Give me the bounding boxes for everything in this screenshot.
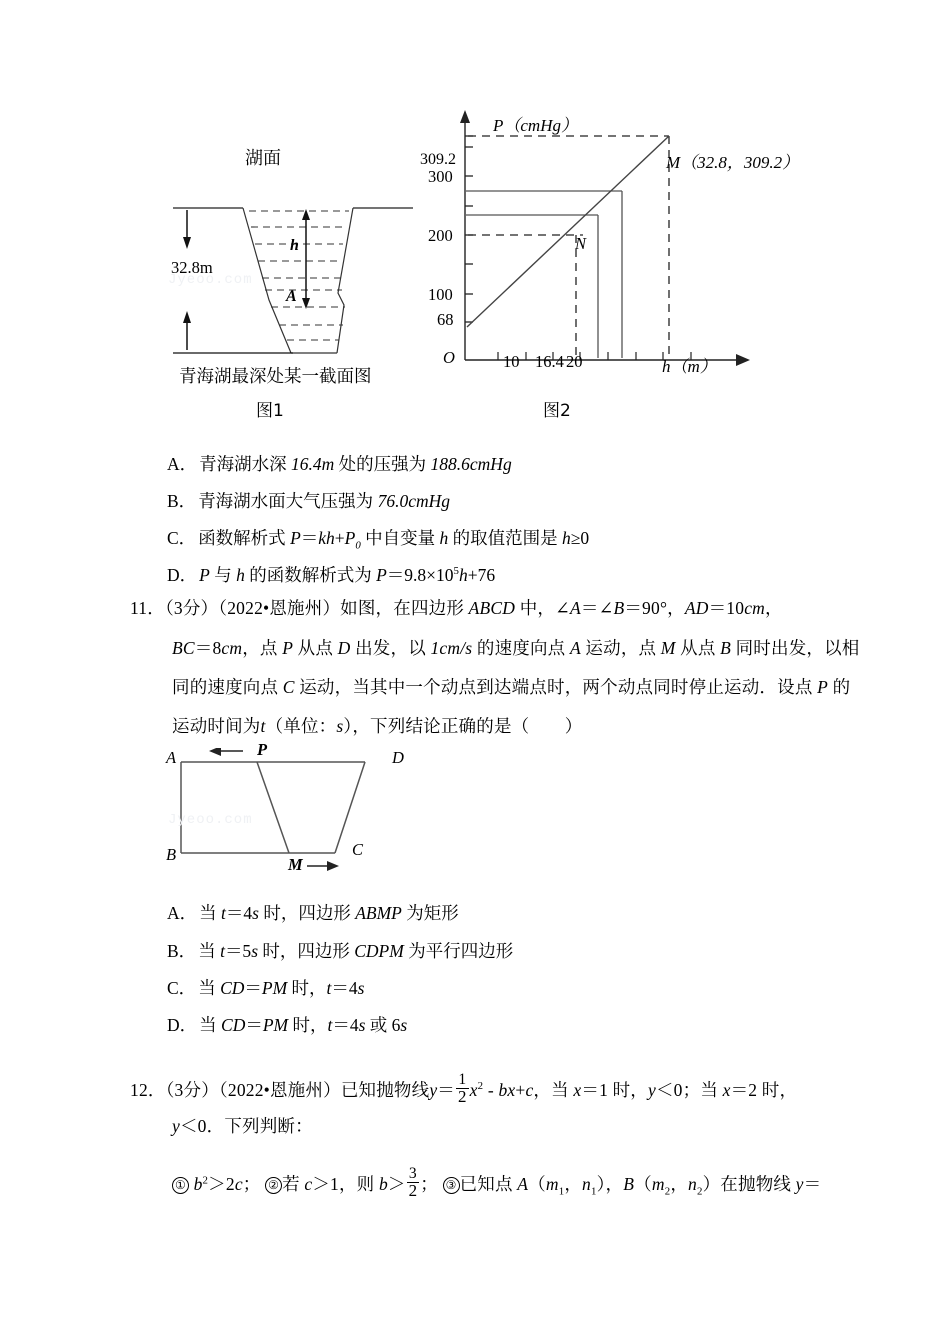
lake-surface-label: 湖面	[245, 148, 281, 169]
q11-score: （3分）	[164, 598, 219, 618]
fraction-one-half	[456, 1072, 469, 1106]
fraction-numerator: 1	[456, 1072, 469, 1089]
q10-option-b-label: B．	[167, 491, 197, 511]
q10-option-c-label: C．	[167, 528, 197, 548]
label-A-fig3: A	[166, 748, 177, 767]
item-number-3: ③	[443, 1177, 460, 1194]
item-number-1: ①	[172, 1177, 189, 1194]
q11-line1	[130, 600, 783, 618]
q11-option-d[interactable]	[167, 1012, 407, 1037]
figure1-caption: 图1	[256, 401, 284, 421]
y-axis-title: P（cmHg）	[493, 116, 578, 135]
label-M-fig3: M	[288, 855, 303, 874]
q11-line2: BC＝8cm，点 P 从点 D 出发，以 1cm/s 的速度向点 A 运动，点 M 从点 B 同时出发，以相	[172, 638, 860, 658]
y-tick-300: 300	[428, 167, 453, 186]
point-a-label-fig1: A	[286, 288, 297, 305]
figure1-title: 青海湖最深处某一截面图	[179, 367, 372, 387]
q11-option-b-text: 当 t＝5s 时，四边形 CDPM 为平行四边形	[198, 941, 514, 961]
figure2-caption: 图2	[543, 401, 571, 421]
q12-line1-body: 已知抛物线y＝ $\frac{1}{2}$ $x^2 - bx+c$，当 x＝1 时，y＜0；当 x＝2 时，	[340, 1071, 798, 1106]
x-tick-10: 10	[503, 352, 520, 371]
q11-option-b[interactable]	[167, 938, 513, 963]
q10-option-d[interactable]	[167, 562, 495, 587]
q11-line4: 运动时间为t（单位：s），下列结论正确的是（ ）	[172, 716, 583, 736]
q10-option-a-label: A．	[167, 454, 198, 474]
watermark-fig1: Jyeoo.com	[168, 272, 253, 288]
origin-label: O	[443, 348, 455, 367]
x-tick-20: 20	[566, 352, 583, 371]
x-tick-16-4: 16.4	[535, 352, 564, 371]
y-tick-200: 200	[428, 226, 453, 245]
q11-option-c[interactable]	[167, 975, 364, 1000]
q10-option-b[interactable]	[167, 488, 450, 513]
q12-line2: y＜0．下列判断：	[172, 1116, 313, 1136]
fraction-three-halves	[407, 1166, 420, 1200]
fraction2-numerator: 3	[407, 1166, 420, 1183]
y-tick-309: 309.2	[420, 151, 456, 168]
q12-line1	[130, 1072, 797, 1106]
fraction2-denominator: 2	[408, 1180, 418, 1200]
q11-line1-body: 如图，在四边形 ABCD 中，∠A＝∠B＝90°，AD＝10cm，	[340, 598, 783, 618]
q12-line3: ① $b^2>2c$； ② 若 c＞1，则 b＞ $\frac{3}{2}$ ； ③ 已知点 $A(m_1$，$n_1$），$B(m_2$，$n_2$）在抛物线 y＝	[172, 1166, 821, 1200]
q12-number: 12．	[130, 1080, 166, 1101]
q11-source: （2022•恩施州）	[218, 598, 341, 618]
q10-option-b-text: 青海湖水面大气压强为 76.0cmHg	[198, 491, 450, 511]
q11-option-a[interactable]	[167, 900, 459, 925]
q12-score: （3分）	[165, 1080, 219, 1101]
label-C-fig3: C	[352, 840, 364, 859]
q11-option-a-label: A．	[167, 903, 198, 923]
x-axis-title: h（m）	[662, 357, 717, 376]
watermark-fig3: Jyeoo.com	[168, 812, 253, 828]
figure-ph-graph	[440, 105, 770, 370]
q11-option-a-text: 当 t＝4s 时，四边形 ABMP 为矩形	[199, 903, 459, 923]
q10-option-a[interactable]	[167, 451, 512, 476]
q10-option-c[interactable]	[167, 525, 589, 552]
q10-option-c-text: 函数解析式 $P=kh+P_0$ 中自变量 h 的取值范围是 h≥0	[198, 528, 590, 552]
label-D-fig3: D	[392, 748, 404, 767]
label-P-fig3: P	[257, 740, 268, 759]
point-m-label: M（32.8，309.2）	[666, 153, 800, 172]
q10-option-d-text: P 与 h 的函数解析式为 $P=9.8\times 10^5h+76$	[199, 565, 496, 585]
y-tick-100: 100	[428, 285, 453, 304]
label-B-fig3: B	[166, 845, 177, 864]
q11-line3: 同的速度向点 C 运动，当其中一个动点到达端点时，两个动点同时停止运动．设点 P 的	[172, 677, 851, 697]
q10-option-d-label: D．	[167, 565, 198, 585]
q11-option-c-text: 当 CD＝PM 时，t＝4s	[198, 978, 365, 998]
q10-option-a-text: 青海湖水深 16.4m 处的压强为 188.6cmHg	[199, 454, 512, 474]
fraction-denominator: 2	[457, 1086, 467, 1106]
q11-number: 11．	[130, 598, 165, 618]
h-label-fig1: h	[290, 237, 299, 254]
point-n-label: N	[575, 234, 587, 253]
q11-option-b-label: B．	[167, 941, 197, 961]
item-number-2: ②	[265, 1177, 282, 1194]
y-tick-68: 68	[437, 310, 454, 329]
q11-option-d-label: D．	[167, 1015, 198, 1035]
ph-graph-svg	[440, 105, 770, 370]
q11-option-c-label: C．	[167, 978, 197, 998]
q11-option-d-text: 当 CD＝PM 时，t＝4s 或 6s	[199, 1015, 408, 1035]
q12-source: （2022•恩施州）	[218, 1080, 341, 1101]
depth-label: 32.8m	[171, 258, 213, 277]
